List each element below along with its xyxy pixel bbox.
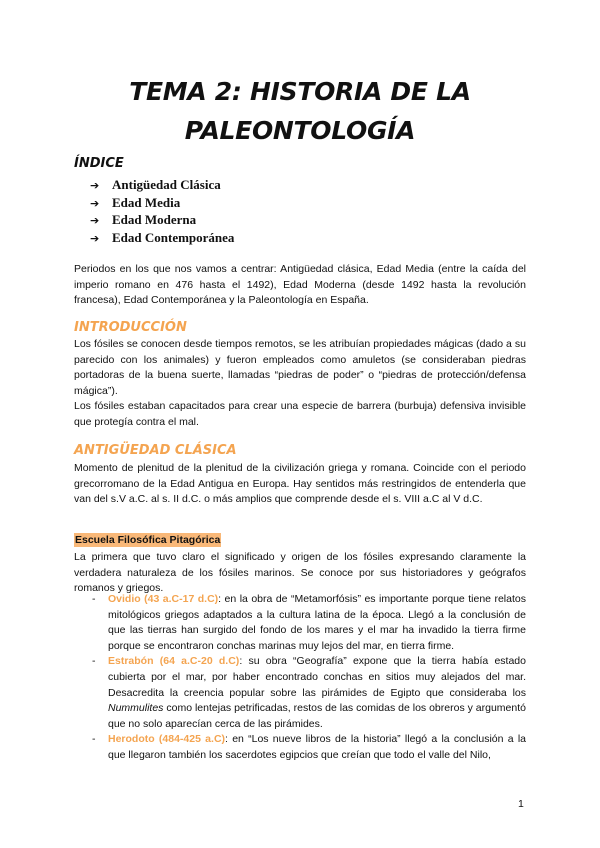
pitagorica-heading: Escuela Filosófica Pitagórica bbox=[75, 534, 221, 546]
italic-term: Nummulites bbox=[108, 702, 164, 715]
antiguedad-paragraph: Momento de plenitud de la plenitud de la civilización griega y romana. Coincide con el periodo grecorromano de la Edad Antigua en Europa. Hay sentidos más restringidos de entenderla que van del s.V a.C. al s. II d.C. o más amplios que comprende desde el s. VIII a.C al V d.C. bbox=[74, 462, 526, 506]
dash-bullet: - bbox=[92, 593, 96, 605]
dash-bullet: - bbox=[92, 733, 96, 746]
antiguedad-heading: ANTIGÜEDAD CLÁSICA bbox=[74, 443, 237, 458]
list-item-herodoto bbox=[92, 732, 526, 763]
intro-paragraph: Periodos en los que nos vamos a centrar: Antigüedad clásica, Edad Media (entre la caída del imperio romano en 476 hasta el 1492), Edad Moderna (desde 1492 hasta la revolución francesa), Edad Contemporánea y la Paleontología en España. bbox=[74, 263, 526, 307]
page-title-line-1: TEMA 2: HISTORIA DE LA bbox=[129, 77, 471, 106]
author-description: : en la obra de “Metamorfósis” es importante porque tiene relatos mitológicos griegos adaptados a la cultura latina de la época. Llegó a la conclusión de que las tierras han surgido del fondo de los mares y el mar ha invadido la tierra firme porque se encontraron conchas marinas muy lejos del mar, en tierra firme. bbox=[108, 593, 526, 652]
arrow-right-icon: ➔ bbox=[90, 196, 100, 210]
introduccion-paragraph-2: Los fósiles estaban capacitados para crear una especie de barrera (burbuja) defensiva invisible que protegía contra el mal. bbox=[74, 400, 526, 428]
index-item bbox=[90, 229, 234, 247]
author-name: Ovidio (43 a.C-17 d.C) bbox=[108, 593, 219, 605]
dash-bullet: - bbox=[92, 655, 96, 668]
index-item-label: Edad Media bbox=[112, 194, 181, 210]
index-item-label: Edad Contemporánea bbox=[112, 229, 235, 245]
arrow-right-icon: ➔ bbox=[90, 214, 100, 227]
index-item bbox=[90, 176, 234, 194]
index-item-label: Antigüedad Clásica bbox=[112, 177, 221, 192]
page-number: 1 bbox=[518, 798, 524, 810]
pitagorica-paragraph: La primera que tuvo claro el significado y origen de los fósiles expresando claramente la verdadera naturaleza de los fósiles marinos. Se conoce por sus historiadores y geógrafos romanos y griegos. bbox=[74, 551, 526, 595]
author-name: Estrabón (64 a.C-20 d.C) bbox=[108, 655, 240, 668]
author-description: : en “Los nueve libros de la historia” llegó a la conclusión a la que llegaron también los sacerdotes egipcios que creían que todo el valle del Nilo, bbox=[108, 733, 526, 761]
index-heading: ÍNDICE bbox=[74, 156, 124, 171]
author-name: Herodoto (484-425 a.C) bbox=[108, 733, 226, 746]
index-item-label: Edad Moderna bbox=[112, 212, 197, 227]
arrow-right-icon: ➔ bbox=[90, 179, 100, 192]
introduccion-heading: INTRODUCCIÓN bbox=[74, 320, 187, 335]
authors-list bbox=[92, 592, 526, 764]
introduccion-paragraph-1: Los fósiles se conocen desde tiempos remotos, se les atribuían propiedades mágicas (dado a su parecido con los animales) y fueron empleados como amuletos (se consideraban piedras portadoras de la buena suerte, llamadas “piedras de poder” o “piedras de protección/defensa mágica”). bbox=[74, 338, 526, 397]
index-item bbox=[90, 211, 234, 229]
index-list bbox=[90, 176, 234, 246]
author-description: : su obra “Geografía” expone que la tierra había estado cubierta por el mar, por haber encontrado conchas en sitios muy alejados del mar. Desacredita la creencia popular sobre las pirámides de Egipto que consideraba los bbox=[108, 655, 526, 699]
list-item-ovidio bbox=[92, 592, 526, 654]
list-item-estrabon bbox=[92, 654, 526, 732]
arrow-right-icon: ➔ bbox=[90, 231, 100, 245]
index-item bbox=[90, 194, 234, 212]
page-title-line-2: PALEONTOLOGÍA bbox=[184, 116, 416, 145]
author-description-cont: como lentejas petrificadas, restos de las comidas de los obreros y argumentó que no solo aparecían cerca de las pirámides. bbox=[108, 702, 526, 730]
